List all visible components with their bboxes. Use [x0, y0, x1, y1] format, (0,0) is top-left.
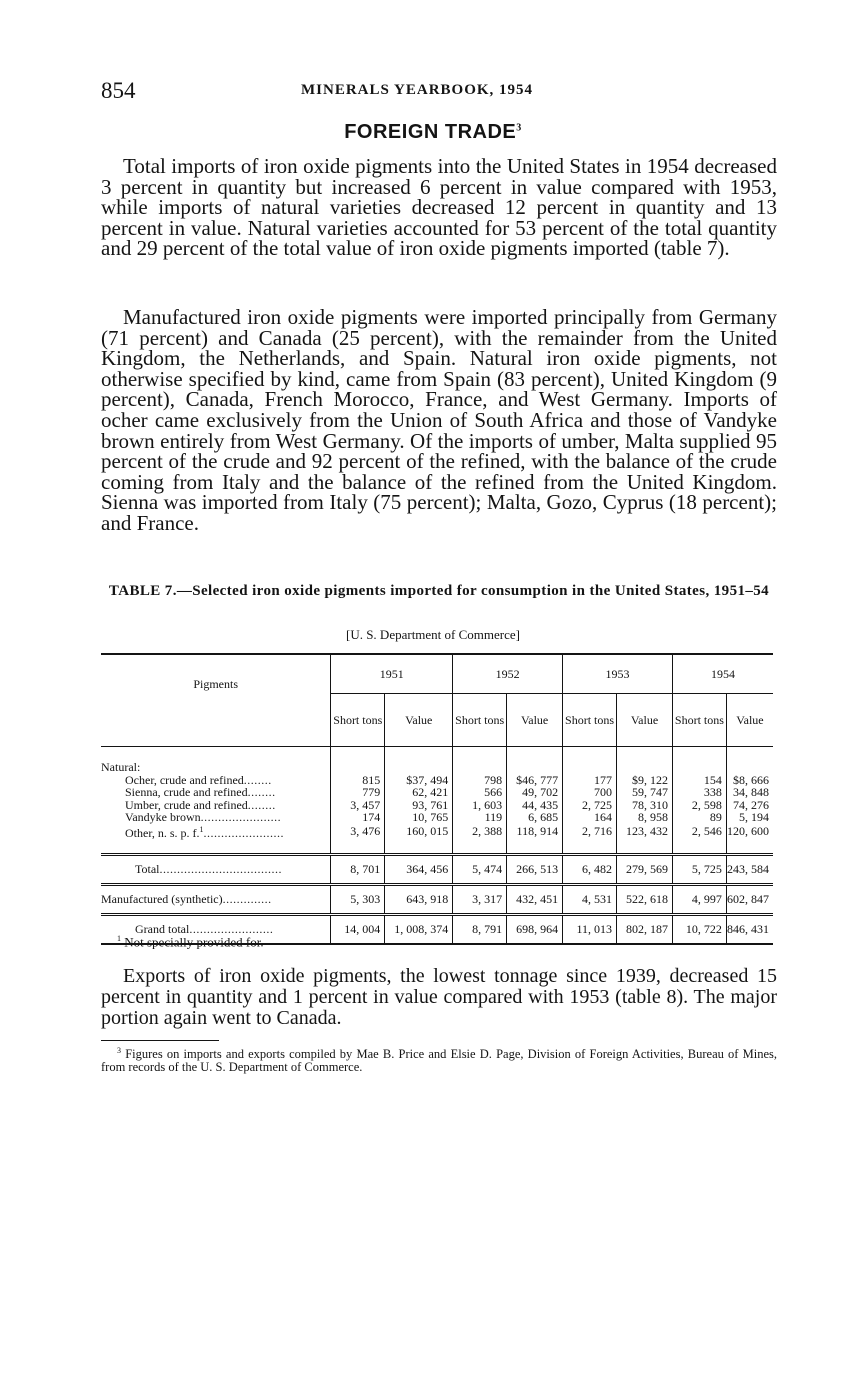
table-source: [U. S. Department of Commerce] [345, 627, 520, 642]
table-cell: 177 [563, 774, 617, 787]
table-cell: 1, 008, 374 [385, 915, 453, 945]
table-cell: 118, 914 [507, 824, 563, 855]
section-heading [0, 121, 866, 144]
table-cell: $9, 122 [617, 774, 673, 787]
table-cell: 59, 747 [617, 786, 673, 799]
year-header: 1954 [672, 654, 773, 694]
value-header: Value [617, 694, 673, 747]
row-label: Grand total........................ [101, 915, 331, 945]
table-cell: 89 [672, 811, 726, 824]
table-cell: 5, 725 [672, 855, 726, 885]
value-header: Value [726, 694, 773, 747]
footnote-mark: 1 [117, 934, 121, 943]
table-row [101, 824, 773, 855]
table-cell: 10, 765 [385, 811, 453, 824]
table-cell: 6, 482 [563, 855, 617, 885]
table-cell: 3, 457 [331, 799, 385, 812]
table-cell: 123, 432 [617, 824, 673, 855]
table-cell: $46, 777 [507, 774, 563, 787]
table-cell: 2, 388 [453, 824, 507, 855]
table-cell: 2, 598 [672, 799, 726, 812]
table-cell: 8, 791 [453, 915, 507, 945]
page-number: 854 [101, 78, 136, 103]
section-footnote-ref: 3 [516, 122, 522, 134]
table-cell: 5, 474 [453, 855, 507, 885]
category-label: Natural: [101, 760, 141, 774]
table-cell: 815 [331, 774, 385, 787]
row-label: Other, n. s. p. f.$^1$....................... [125, 824, 285, 840]
table-cell: 34, 848 [726, 786, 773, 799]
table-cell: 6, 685 [507, 811, 563, 824]
table-row [101, 759, 773, 774]
table-cell: 10, 722 [672, 915, 726, 945]
table-cell: 432, 451 [507, 885, 563, 915]
table-cell: 798 [453, 774, 507, 787]
table-cell: 164 [563, 811, 617, 824]
table-cell: 62, 421 [385, 786, 453, 799]
imports-table [101, 653, 773, 945]
table-cell: 174 [331, 811, 385, 824]
table-cell: 364, 456 [385, 855, 453, 885]
footnote-divider [101, 1040, 219, 1041]
row-label: Umber, crude and refined........ [125, 797, 276, 812]
table-cell: 279, 569 [617, 855, 673, 885]
table-cell: 802, 187 [617, 915, 673, 945]
table-cell: 5, 194 [726, 811, 773, 824]
table-cell: 154 [672, 774, 726, 787]
row-label: Total................................... [101, 855, 331, 885]
page-footnote [101, 1044, 777, 1074]
table-cell: 8, 958 [617, 811, 673, 824]
row-label: Vandyke brown....................... [125, 810, 282, 824]
short-tons-header: Short tons [331, 694, 385, 747]
table-row [101, 811, 773, 824]
footnote-ref: 1 [199, 824, 204, 834]
table-cell: $37, 494 [385, 774, 453, 787]
short-tons-header: Short tons [453, 694, 507, 747]
table-cell: 3, 317 [453, 885, 507, 915]
table-cell: 4, 997 [672, 885, 726, 915]
table-cell: 44, 435 [507, 799, 563, 812]
table-cell: 698, 964 [507, 915, 563, 945]
table-cell: 643, 918 [385, 885, 453, 915]
table-footnote [117, 934, 264, 950]
row-label: Ocher, crude and refined........ [125, 772, 272, 787]
table-cell: 93, 761 [385, 799, 453, 812]
page-footnote-text: Figures on imports and exports compiled by Mae B. Price and Elsie D. Page, Division of Foreign Activities, Bureau of Mines, from records of the U. S. Department of Commerce. [101, 1047, 778, 1075]
table-cell: 266, 513 [507, 855, 563, 885]
short-tons-header: Short tons [563, 694, 617, 747]
table-cell: 338 [672, 786, 726, 799]
table-cell: 78, 310 [617, 799, 673, 812]
pigments-column-header: Pigments [101, 654, 331, 747]
footnote-mark: 3 [117, 1046, 121, 1055]
table-cell: 14, 004 [331, 915, 385, 945]
total-row [101, 855, 773, 885]
table-cell: 120, 600 [726, 824, 773, 855]
year-header: 1952 [453, 654, 563, 694]
table-cell: 2, 546 [672, 824, 726, 855]
table-cell: 522, 618 [617, 885, 673, 915]
table-cell: 119 [453, 811, 507, 824]
year-header: 1951 [331, 654, 453, 694]
table-cell: $8, 666 [726, 774, 773, 787]
table-cell: 160, 015 [385, 824, 453, 855]
table-cell: 2, 725 [563, 799, 617, 812]
table-caption: TABLE 7.—Selected iron oxide pigments imported for consumption in the United States, 1951–54 [108, 583, 770, 599]
table-cell: 74, 276 [726, 799, 773, 812]
table-cell: 566 [453, 786, 507, 799]
table-cell: 2, 716 [563, 824, 617, 855]
book-title: MINERALS YEARBOOK, 1954 [301, 82, 534, 98]
table-cell: 3, 476 [331, 824, 385, 855]
table-cell: 243, 584 [726, 855, 773, 885]
table-cell: 11, 013 [563, 915, 617, 945]
row-label: Sienna, crude and refined........ [125, 785, 276, 799]
table-cell: 5, 303 [331, 885, 385, 915]
manufactured-row [101, 885, 773, 915]
table-cell: 700 [563, 786, 617, 799]
row-label: Manufactured (synthetic).............. [101, 885, 331, 915]
table-cell: 4, 531 [563, 885, 617, 915]
value-header: Value [385, 694, 453, 747]
table-cell: 49, 702 [507, 786, 563, 799]
table-cell: 8, 701 [331, 855, 385, 885]
body-paragraph-sources: Manufactured iron oxide pigments were imported principally from Germany (71 percent) and Canada (25 percent), with the remainder from the United Kingdom, the Netherlands, and Spain. Natural iron oxide pigments, not otherwise specified by kind, came from Spain (83 percent), United Kingdom (9 percent), Canada, French Morocco, France, and West Germany. Imports of ocher came exclusively from the Union of South Africa and those of Vandyke brown entirely from West Germany. Of the imports of umber, Malta supplied 95 percent of the crude and 92 percent of the refined, with the balance of the crude coming from Italy and the balance of the refined from the United Kingdom. Sienna was imported from Italy (75 percent); Malta, Gozo, Cyprus (18 percent); and France. [101, 305, 777, 535]
body-paragraph-exports: Exports of iron oxide pigments, the lowest tonnage since 1939, decreased 15 percent in quantity and 1 percent in value compared with 1953 (table 8). The major portion again went to Canada. [101, 965, 777, 1029]
short-tons-header: Short tons [672, 694, 726, 747]
table-cell: 846, 431 [726, 915, 773, 945]
table-cell: 779 [331, 786, 385, 799]
table-cell: 602, 847 [726, 885, 773, 915]
table-footnote-text: Not specially provided for. [124, 934, 264, 950]
section-heading-text: FOREIGN TRADE [344, 121, 517, 143]
running-head [101, 78, 777, 104]
year-header: 1953 [563, 654, 673, 694]
body-paragraph-imports: Total imports of iron oxide pigments into the United States in 1954 decreased 3 percent in quantity but increased 6 percent in value compared with 1953, while imports of natural varieties decreased 12 percent in quantity and 13 percent in value. Natural varieties accounted for 53 percent of the total quantity and 29 percent of the total value of iron oxide pigments imported (table 7). [101, 154, 777, 261]
value-header: Value [507, 694, 563, 747]
table-cell: 1, 603 [453, 799, 507, 812]
